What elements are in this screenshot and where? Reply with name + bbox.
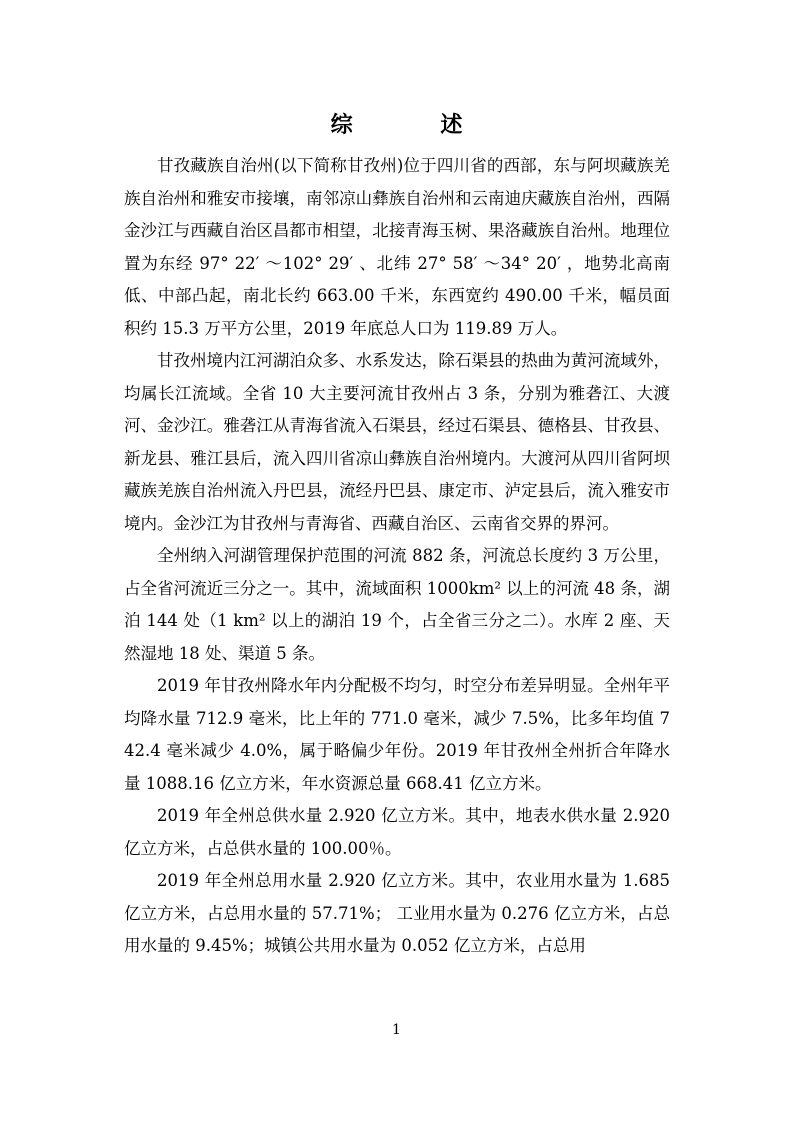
paragraph-water-use: 2019 年全州总用水量 2.920 亿立方米。其中，农业用水量为 1.685 亿立方米，占总用水量的 57.71%； 工业用水量为 0.276 亿立方米，占总用水量的 9.45%；城镇公共用水量为 0.052 亿立方米，占总用 (124, 871, 670, 955)
body-text (124, 150, 670, 963)
page-title: 综 述 (330, 112, 503, 138)
paragraph-water-supply: 2019 年全州总供水量 2.920 亿立方米。其中，地表水供水量 2.920 亿立方米，占总供水量的 100.00％。 (124, 806, 670, 858)
paragraph-river-management: 全州纳入河湖管理保护范围的河流 882 条，河流总长度约 3 万公里，占全省河流近三分之一。其中，流域面积 1000km² 以上的河流 48 条，湖泊 144 处（1 km² 以上的湖泊 19 个，占全省三分之二）。水库 2 座、天然湿地 18 处、渠道 5 条。 (124, 546, 670, 663)
paragraph-rivers: 甘孜州境内江河湖泊众多、水系发达，除石渠县的热曲为黄河流域外，均属长江流域。全省 10 大主要河流甘孜州占 3 条，分别为雅砻江、大渡河、金沙江。雅砻江从青海省流入石渠县，经过石渠县、德格县、甘孜县、新龙县、雅江县后，流入四川省凉山彝族自治州境内。大渡河从四川省阿坝藏族羌族自治州流入丹巴县，流经丹巴县、康定市、泸定县后，流入雅安市境内。金沙江为甘孜州与青海省、西藏自治区、云南省交界的界河。 (124, 351, 670, 533)
paragraph-precipitation: 2019 年甘孜州降水年内分配极不均匀，时空分布差异明显。全州年平均降水量 712.9 毫米，比上年的 771.0 毫米，减少 7.5%，比多年均值 742.4 毫米减少 4.0%，属于略偏少年份。2019 年甘孜州全州折合年降水量 1088.16 亿立方米，年水资源总量 668.41 亿立方米。 (124, 676, 670, 793)
paragraph-location: 甘孜藏族自治州(以下简称甘孜州)位于四川省的西部，东与阿坝藏族羌族自治州和雅安市接壤，南邻凉山彝族自治州和云南迪庆藏族自治州，西隔金沙江与西藏自治区昌都市相望，北接青海玉树、果洛藏族自治州。地理位置为东经 97° 22′ ～102° 29′ 、北纬 27° 58′ ～34° 20′ ，地势北高南低、中部凸起，南北长约 663.00 千米，东西宽约 490.00 千米，幅员面积约 15.3 万平方公里，2019 年底总人口为 119.89 万人。 (124, 156, 670, 338)
page-number: 1 (392, 1022, 401, 1038)
